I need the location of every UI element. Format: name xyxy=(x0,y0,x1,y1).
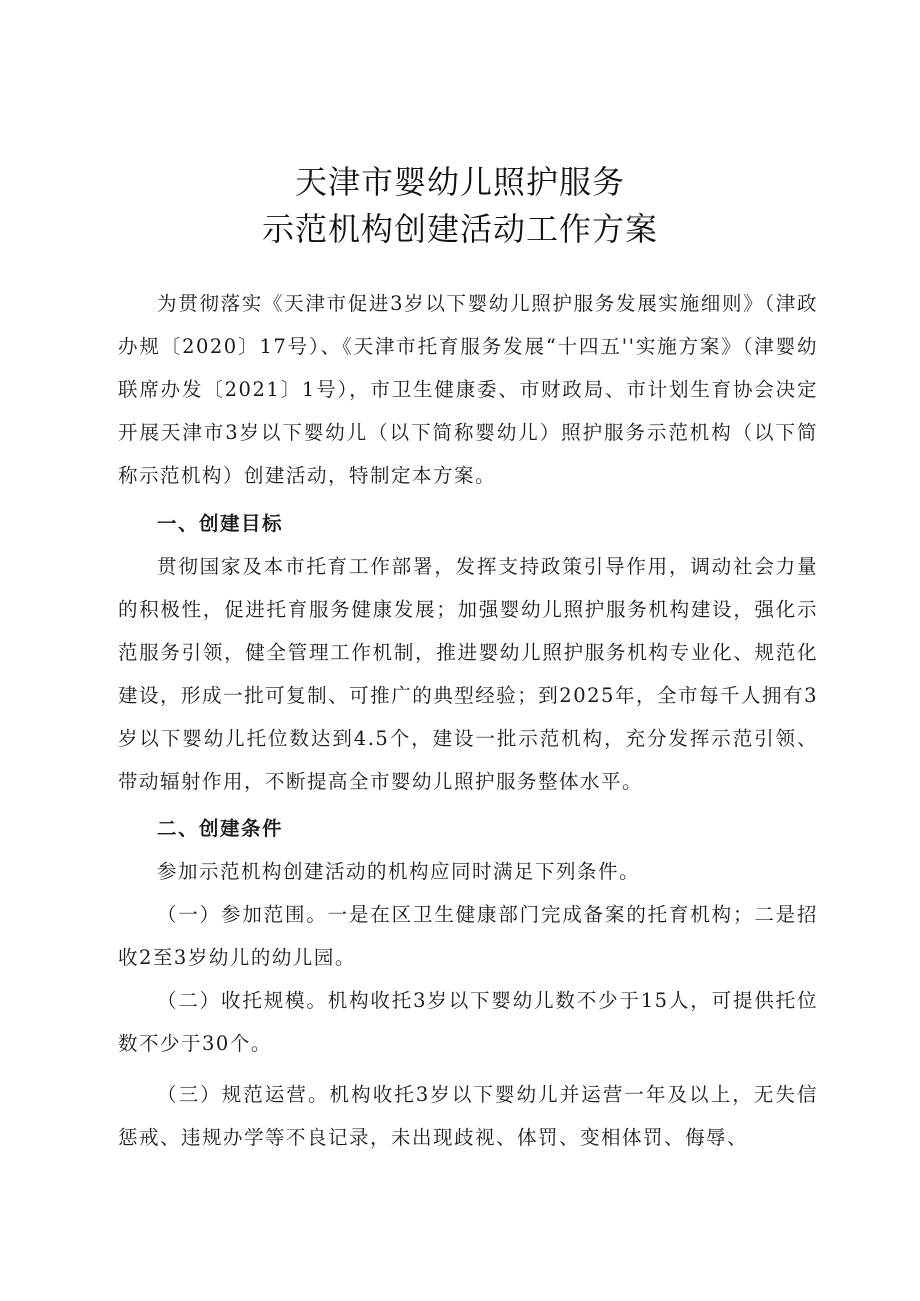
condition-item-scale: （二）收托规模。机构收托3岁以下婴幼儿数不少于15人，可提供托位数不少于30个。 xyxy=(118,989,818,1055)
condition-item-scope: （一）参加范围。一是在区卫生健康部门完成备案的托育机构；二是招收2至3岁幼儿的幼儿园。 xyxy=(118,903,818,969)
goals-paragraph: 贯彻国家及本市托育工作部署，发挥支持政策引导作用，调动社会力量的积极性，促进托育服务健康发展；加强婴幼儿照护服务机构建设，强化示范服务引领，健全管理工作机制，推进婴幼儿照护服务机构专业化、规范化建设，形成一批可复制、可推广的典型经验；到2025年，全市每千人拥有3岁以下婴幼儿托位数达到4.5个，建设一批示范机构，充分发挥示范引领、带动辐射作用，不断提高全市婴幼儿照护服务整体水平。 xyxy=(118,555,818,793)
section-heading-conditions: 二、创建条件 xyxy=(157,817,284,840)
condition-item-operation: （三）规范运营。机构收托3岁以下婴幼儿并运营一年及以上，无失信惩戒、违规办学等不良记录，未出现歧视、体罚、变相体罚、侮辱、 xyxy=(118,1083,818,1149)
intro-paragraph: 为贯彻落实《天津市促进3岁以下婴幼儿照护服务发展实施细则》（津政办规〔2020〕17号）、《天津市托育服务发展“十四五''实施方案》（津婴幼联席办发〔2021〕1号），市卫生健康委、市财政局、市计划生育协会决定开展天津市3岁以下婴幼儿（以下简称婴幼儿）照护服务示范机构（以下简称示范机构）创建活动，特制定本方案。 xyxy=(118,292,818,487)
section-heading-goals: 一、创建目标 xyxy=(157,512,284,535)
document-title-line-1: 天津市婴幼儿照护服务 xyxy=(294,163,625,201)
document-title-line-2: 示范机构创建活动工作方案 xyxy=(261,210,658,248)
conditions-intro-paragraph: 参加示范机构创建活动的机构应同时满足下列条件。 xyxy=(157,860,641,883)
